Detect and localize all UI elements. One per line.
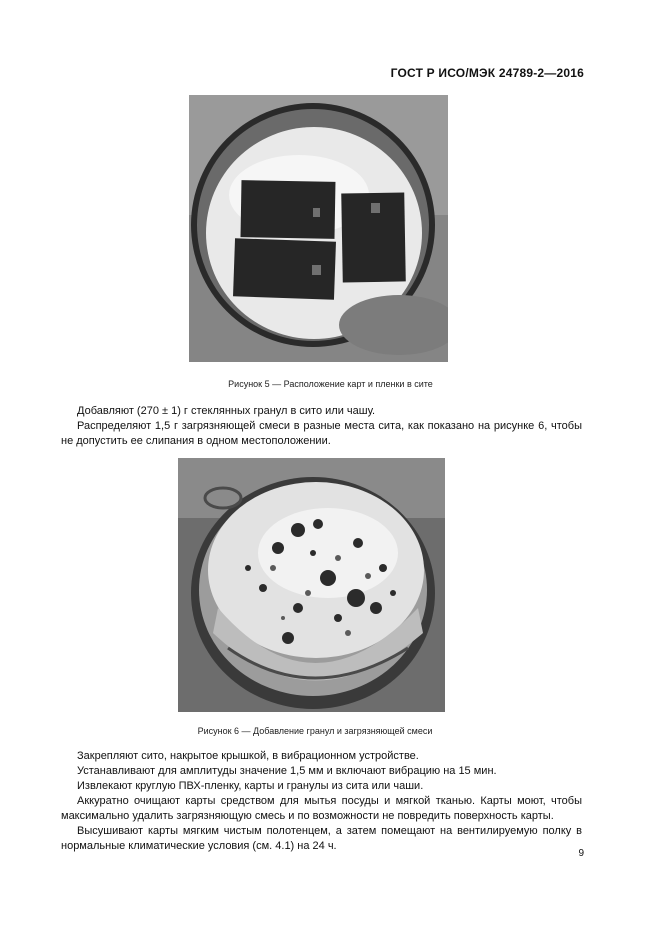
figure-5-caption: Рисунок 5 — Расположение карт и пленки в сите [228, 379, 433, 389]
document-code-header: ГОСТ Р ИСО/МЭК 24789-2—2016 [390, 66, 584, 80]
sieve-with-cards-image [189, 95, 448, 362]
paragraph: Извлекают круглую ПВХ-пленку, карты и гранулы из сита или чаши. [77, 780, 424, 792]
figure-5-photo [189, 95, 448, 362]
page-number: 9 [578, 848, 584, 859]
sieve-with-granules-image [178, 458, 445, 712]
figure-6-caption: Рисунок 6 — Добавление гранул и загрязняющей смеси [197, 726, 433, 736]
figure-6-photo [178, 458, 445, 712]
paragraph: Распределяют 1,5 г загрязняющей смеси в разные места сита, как показано на рисунке 6, чтобы не допустить ее слипания в одном местоположении. [61, 420, 582, 447]
paragraph: Добавляют (270 ± 1) г стеклянных гранул в сито или чашу. [77, 405, 376, 417]
paragraph: Аккуратно очищают карты средством для мытья посуды и мягкой тканью. Карты моют, чтобы максимально удалить загрязняющую смесь и по возможности не повредить поверхность карты. [61, 795, 582, 822]
paragraph: Устанавливают для амплитуды значение 1,5 мм и включают вибрацию на 15 мин. [77, 765, 497, 777]
paragraph: Высушивают карты мягким чистым полотенцем, а затем помещают на вентилируемую полку в нормальные климатические условия (см. 4.1) на 24 ч. [61, 825, 582, 852]
paragraph: Закрепляют сито, накрытое крышкой, в вибрационном устройстве. [77, 750, 419, 762]
